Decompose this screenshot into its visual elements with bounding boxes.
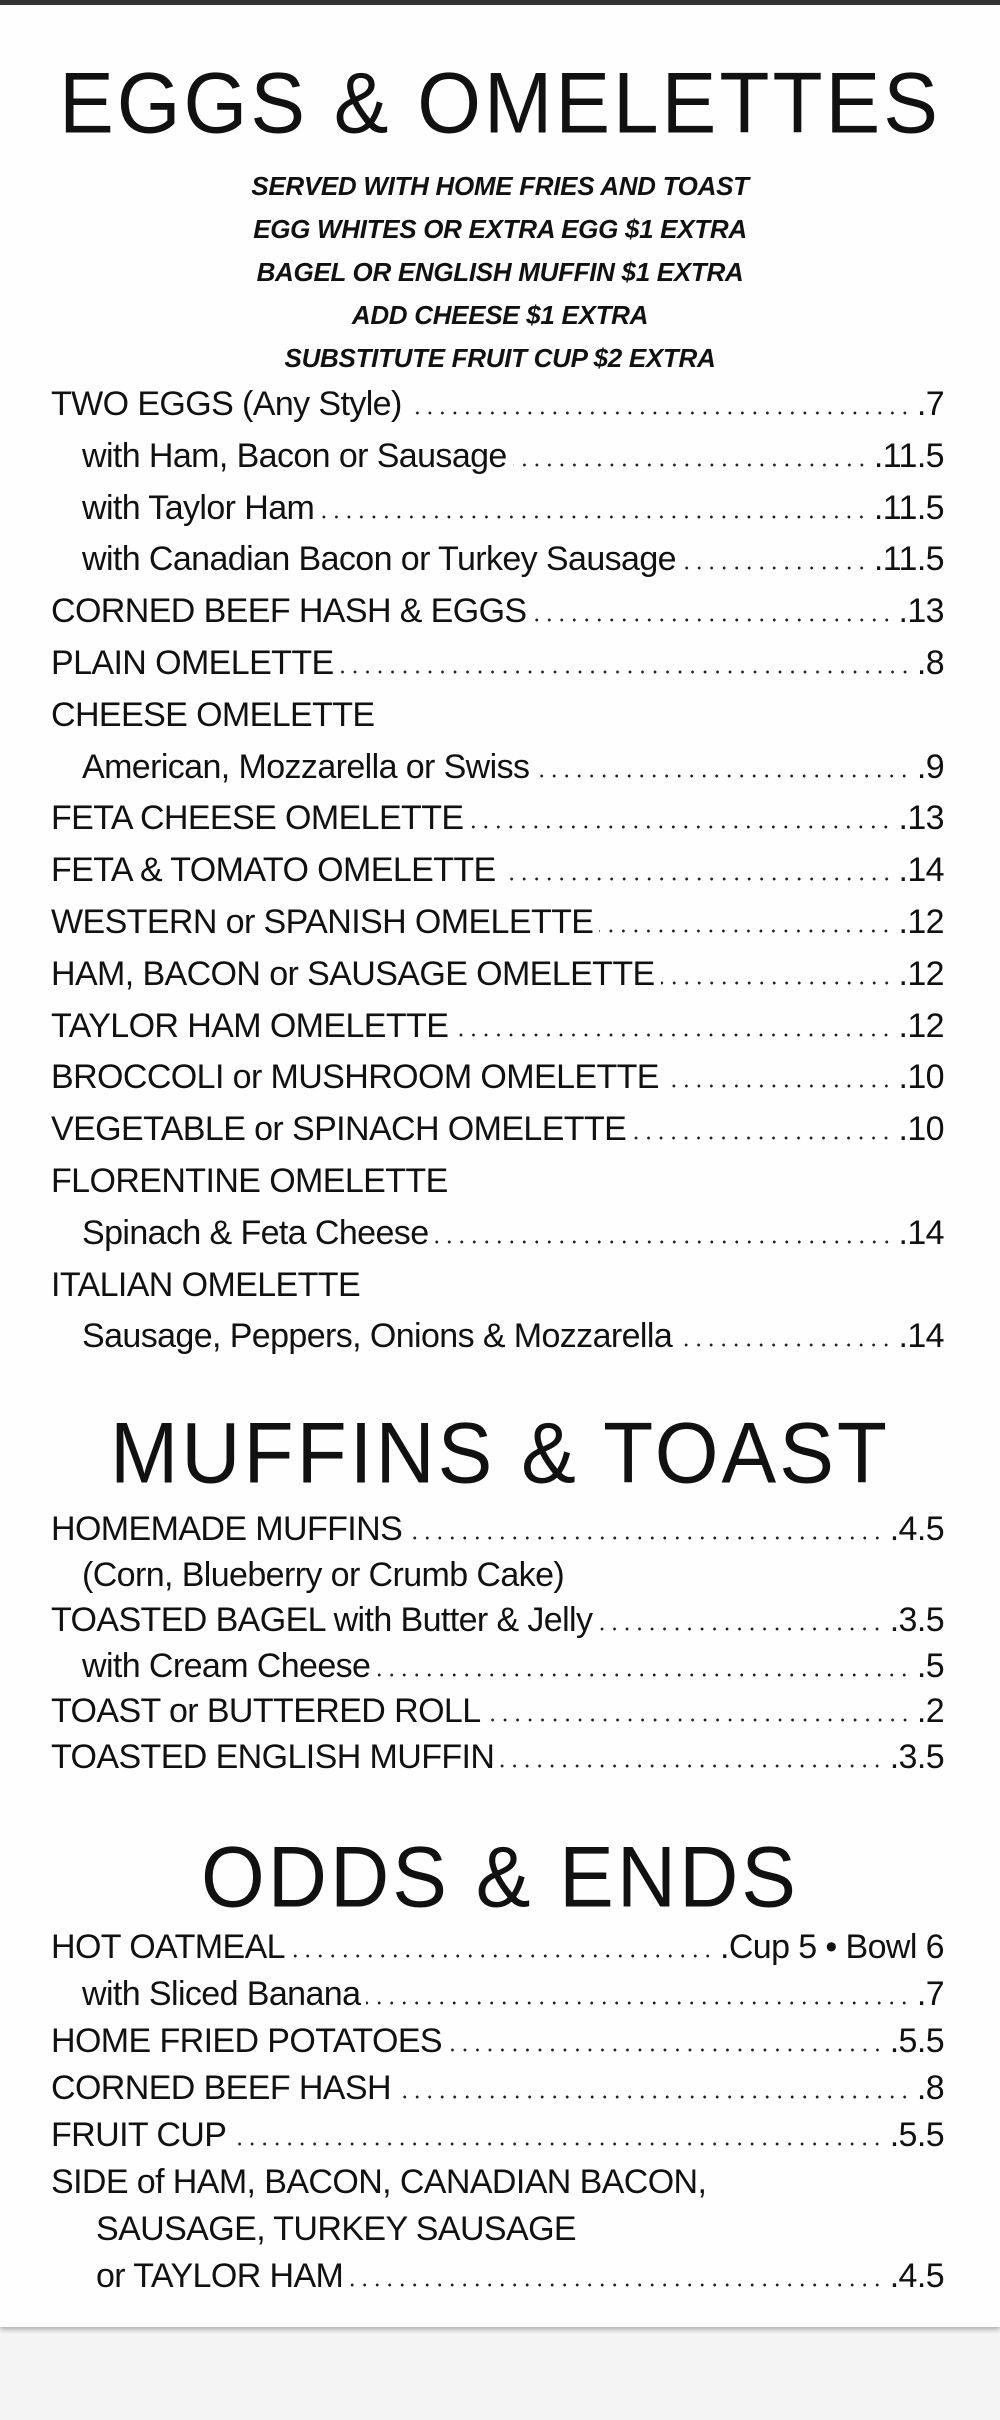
dot-leader — [682, 566, 868, 570]
menu-item — [51, 1058, 944, 1110]
dot-leader — [366, 2001, 910, 2005]
menu-item-price: .12 — [898, 902, 944, 941]
menu-item — [51, 644, 944, 696]
menu-item-name: VEGETABLE or SPINACH OMELETTE — [51, 1110, 627, 1149]
menu-item — [51, 1007, 944, 1059]
menu-item-name: CORNED BEEF HASH & EGGS — [51, 592, 527, 631]
menu-item-price: .12 — [898, 1006, 944, 1045]
menu-item-name: TOASTED BAGEL with Butter & Jelly — [51, 1601, 593, 1640]
menu-item — [51, 2210, 944, 2257]
menu-item — [51, 748, 944, 800]
menu-item-name: TAYLOR HAM OMELETTE — [51, 1006, 449, 1045]
menu-item-name: HOMEMADE MUFFINS — [51, 1510, 403, 1548]
menu-item-price: .14 — [898, 851, 944, 890]
menu-item — [51, 1928, 944, 1975]
menu-item-name: BROCCOLI or MUSHROOM OMELETTE — [51, 1058, 659, 1097]
muffins-item-list — [51, 1510, 944, 1784]
dot-leader — [397, 2095, 911, 2099]
menu-item-name: (Corn, Blueberry or Crumb Cake) — [82, 1555, 565, 1594]
menu-item — [51, 540, 944, 592]
menu-item — [51, 1510, 944, 1556]
dot-leader — [291, 1954, 714, 1958]
dot-leader — [408, 1536, 884, 1540]
dot-leader — [500, 1764, 883, 1768]
dot-leader — [661, 981, 893, 985]
menu-item — [51, 2022, 944, 2069]
menu-item-name: SIDE of HAM, BACON, CANADIAN BACON, — [51, 2163, 707, 2201]
menu-item-price: .13 — [898, 592, 944, 631]
menu-item-price: .4.5 — [889, 1510, 944, 1548]
odds-item-list — [51, 1928, 944, 2304]
menu-item-price: .4.5 — [889, 2257, 944, 2295]
eggs-notes — [0, 165, 1000, 380]
menu-item — [51, 1738, 944, 1784]
menu-item — [51, 696, 944, 748]
menu-item-price: .14 — [898, 1317, 944, 1356]
menu-item — [51, 2069, 944, 2116]
menu-item-price: .5.5 — [889, 2116, 944, 2154]
dot-leader — [448, 2048, 884, 2052]
menu-item-name: CHEESE OMELETTE — [51, 695, 375, 734]
menu-item-name: with Ham, Bacon or Sausage — [82, 436, 507, 475]
dot-leader — [340, 670, 911, 674]
menu-item-price: .7 — [916, 1975, 944, 2013]
note: BAGEL OR ENGLISH MUFFIN $1 EXTRA — [256, 257, 744, 287]
menu-item-price: .8 — [916, 643, 944, 682]
menu-item-name: Sausage, Peppers, Onions & Mozzarella — [82, 1317, 673, 1356]
menu-item — [51, 1692, 944, 1738]
menu-item — [51, 799, 944, 851]
menu-item-name: FLORENTINE OMELETTE — [51, 1161, 448, 1200]
menu-item — [51, 2257, 944, 2304]
dot-leader — [349, 2283, 883, 2287]
menu-item-name: with Canadian Bacon or Turkey Sausage — [82, 540, 676, 579]
menu-item-price: .11.5 — [873, 488, 944, 527]
dot-leader — [665, 1084, 893, 1088]
dot-leader — [408, 411, 911, 415]
menu-item — [51, 489, 944, 541]
note: SERVED WITH HOME FRIES AND TOAST — [251, 171, 749, 201]
menu-item — [51, 1975, 944, 2022]
section-title-muffins-toast: MUFFINS & TOAST — [109, 1405, 891, 1502]
menu-item-price: .12 — [898, 954, 944, 993]
menu-item-price: .8 — [916, 2069, 944, 2107]
menu-item-name: TWO EGGS (Any Style) — [51, 385, 402, 423]
note: ADD CHEESE $1 EXTRA — [351, 300, 649, 330]
dot-leader — [632, 1136, 892, 1140]
menu-item-name: FETA CHEESE OMELETTE — [51, 799, 464, 838]
menu-item-name: HOME FRIED POTATOES — [51, 2022, 442, 2060]
eggs-item-list — [51, 385, 944, 1369]
menu-item-name: CORNED BEEF HASH — [51, 2069, 391, 2107]
menu-item-price: .7 — [916, 385, 944, 423]
menu-item — [51, 903, 944, 955]
note: EGG WHITES OR EXTRA EGG $1 EXTRA — [253, 214, 747, 244]
dot-leader — [487, 1718, 911, 1722]
menu-item-name: TOASTED ENGLISH MUFFIN — [51, 1737, 495, 1776]
menu-item — [51, 2163, 944, 2210]
menu-item-price: .13 — [898, 799, 944, 838]
menu-item — [51, 1162, 944, 1214]
menu-item-price: .3.5 — [889, 1601, 944, 1640]
menu-item-name: with Cream Cheese — [82, 1646, 371, 1685]
dot-leader — [435, 1240, 893, 1244]
menu-item-price: .5.5 — [889, 2022, 944, 2060]
menu-item — [51, 1556, 944, 1602]
menu-item-name: HOT OATMEAL — [51, 1928, 285, 1966]
menu-item — [51, 437, 944, 489]
menu-item-name: HAM, BACON or SAUSAGE OMELETTE — [51, 954, 655, 993]
menu-item-name: with Sliced Banana — [82, 1975, 361, 2013]
menu-item-price: .5 — [916, 1646, 944, 1685]
dot-leader — [533, 618, 893, 622]
dot-leader — [513, 463, 868, 467]
menu-item — [51, 1647, 944, 1693]
dot-leader — [320, 515, 868, 519]
menu-item-price: .10 — [898, 1058, 944, 1097]
menu-item-price: .10 — [898, 1110, 944, 1149]
menu-item-name: or TAYLOR HAM — [96, 2257, 344, 2295]
menu-item-name: PLAIN OMELETTE — [51, 643, 334, 682]
dot-leader — [469, 825, 892, 829]
menu-item — [51, 851, 944, 903]
menu-item-name: FETA & TOMATO OMELETTE — [51, 851, 496, 890]
menu-item — [51, 1110, 944, 1162]
menu-item-name: Spinach & Feta Cheese — [82, 1213, 429, 1252]
section-title-eggs-omelettes: EGGS & OMELETTES — [59, 55, 941, 152]
menu-item — [51, 385, 944, 437]
menu-item-name: SAUSAGE, TURKEY SAUSAGE — [96, 2210, 576, 2248]
menu-item-name: WESTERN or SPANISH OMELETTE — [51, 902, 594, 941]
dot-leader — [598, 1627, 883, 1631]
menu-item — [51, 1601, 944, 1647]
menu-item-name: ITALIAN OMELETTE — [51, 1265, 361, 1304]
menu-item — [51, 2116, 944, 2163]
menu-item-price: .9 — [916, 747, 944, 786]
menu-item-name: American, Mozzarella or Swiss — [82, 747, 530, 786]
note: SUBSTITUTE FRUIT CUP $2 EXTRA — [284, 343, 716, 373]
menu-item — [51, 592, 944, 644]
menu-item-price: .11.5 — [873, 540, 944, 579]
menu-item — [51, 955, 944, 1007]
menu-item — [51, 1266, 944, 1318]
dot-leader — [678, 1343, 892, 1347]
dot-leader — [535, 774, 910, 778]
menu-item-name: TOAST or BUTTERED ROLL — [51, 1692, 481, 1731]
menu-item-name: FRUIT CUP — [51, 2116, 227, 2154]
dot-leader — [454, 1033, 892, 1037]
dot-leader — [502, 877, 893, 881]
dot-leader — [376, 1673, 910, 1677]
menu-item — [51, 1317, 944, 1369]
dot-leader — [232, 2142, 883, 2146]
menu-item-price: .14 — [898, 1213, 944, 1252]
menu-item-name: with Taylor Ham — [82, 488, 315, 527]
menu-item-price: .11.5 — [873, 436, 944, 475]
dot-leader — [599, 929, 892, 933]
menu-item-price: .3.5 — [889, 1737, 944, 1776]
menu-item-price: .2 — [916, 1692, 944, 1731]
section-title-odds-ends: ODDS & ENDS — [201, 1829, 799, 1926]
menu-item-price: .Cup 5 • Bowl 6 — [719, 1928, 944, 1966]
menu-item — [51, 1214, 944, 1266]
